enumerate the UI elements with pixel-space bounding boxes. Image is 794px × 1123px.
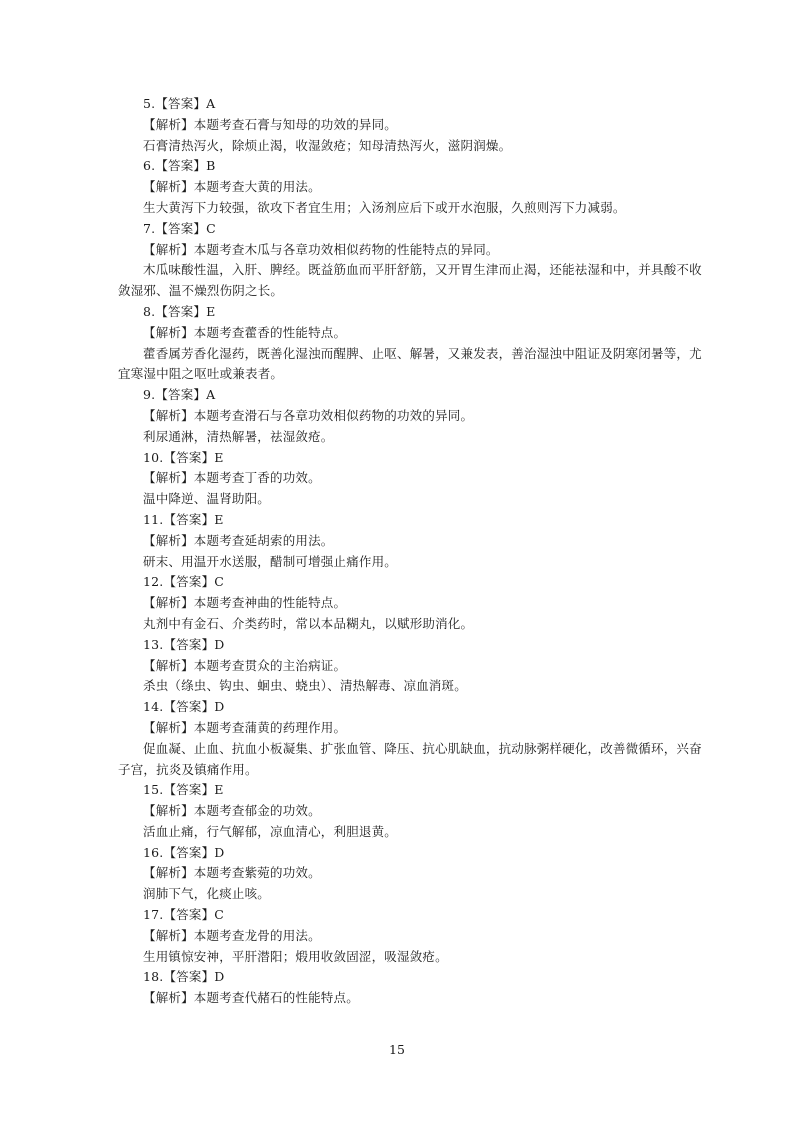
answer-line: 16.【答案】D (143, 844, 225, 860)
answer-line: 13.【答案】D (143, 636, 225, 652)
answer-line: 5.【答案】A (143, 96, 216, 111)
answer-item-9 (143, 385, 663, 447)
answer-item-8 (118, 302, 702, 385)
detail-line-continued: 敛湿邪、温不燥烈伤阴之长。 (118, 283, 284, 299)
answer-line: 14.【答案】D (143, 699, 225, 715)
answer-line: 9.【答案】A (143, 387, 216, 403)
answer-line: 18.【答案】D (143, 969, 225, 985)
answer-line: 7.【答案】C (143, 220, 216, 236)
answer-list (118, 94, 702, 1009)
analysis-line: 【解析】本题考查丁香的功效。 (143, 470, 321, 486)
detail-line: 温中降逆、温肾助阳。 (143, 491, 271, 507)
page-number: 15 (389, 1042, 405, 1057)
answer-item-5 (143, 94, 663, 156)
answer-line: 17.【答案】C (143, 907, 225, 923)
answer-item-14 (118, 697, 702, 780)
analysis-line: 【解析】本题考查藿香的性能特点。 (143, 324, 347, 340)
answer-item-6 (143, 156, 663, 218)
analysis-line: 【解析】本题考查大黄的用法。 (143, 179, 321, 195)
detail-line-continued: 宜寒湿中阻之呕吐或兼表者。 (118, 366, 284, 382)
answer-line: 6.【答案】B (143, 158, 216, 174)
analysis-line: 【解析】本题考查延胡索的用法。 (143, 532, 334, 548)
detail-line: 木瓜味酸性温，入肝、脾经。既益筋血而平肝舒筋，又开胃生津而止渴，还能祛湿和中，并具酸不收 (143, 262, 702, 278)
analysis-line: 【解析】本题考查滑石与各章功效相似药物的功效的异同。 (143, 407, 474, 423)
answer-line: 12.【答案】C (143, 574, 225, 590)
detail-line: 促血凝、止血、抗血小板凝集、扩张血管、降压、抗心肌缺血，抗动脉粥样硬化，改善微循环，兴奋 (143, 740, 702, 756)
detail-line: 丸剂中有金石、介类药时，常以本品糊丸，以赋形助消化。 (143, 615, 474, 631)
analysis-line: 【解析】本题考查龙骨的用法。 (143, 927, 321, 943)
answer-item-15 (143, 780, 663, 842)
answer-item-10 (143, 448, 663, 510)
detail-line: 研末、用温开水送服，醋制可增强止痛作用。 (143, 553, 398, 569)
answer-item-17 (143, 905, 663, 967)
detail-line: 生用镇惊安神，平肝潜阳；煅用收敛固涩，吸湿敛疮。 (143, 948, 448, 964)
analysis-line: 【解析】本题考查郁金的功效。 (143, 803, 321, 819)
answer-item-18 (143, 967, 663, 1009)
analysis-line: 【解析】本题考查贯众的主治病证。 (143, 657, 347, 673)
answer-line: 10.【答案】E (143, 449, 224, 465)
analysis-line: 【解析】本题考查神曲的性能特点。 (143, 595, 347, 611)
answer-line: 11.【答案】E (143, 511, 224, 527)
detail-line: 活血止痛，行气解郁，凉血清心，利胆退黄。 (143, 823, 398, 839)
analysis-line: 【解析】本题考查代赭石的性能特点。 (143, 990, 359, 1006)
answer-item-16 (143, 843, 663, 905)
detail-line: 杀虫（绦虫、钩虫、蛔虫、蛲虫）、清热解毒、凉血消斑。 (143, 678, 467, 694)
answer-item-12 (143, 572, 663, 634)
analysis-line: 【解析】本题考查蒲黄的药理作用。 (143, 719, 347, 735)
detail-line: 利尿通淋，清热解暑，祛湿敛疮。 (143, 428, 334, 444)
answer-line: 8.【答案】E (143, 303, 216, 319)
detail-line-continued: 子宫，抗炎及镇痛作用。 (118, 761, 258, 777)
answer-item-13 (143, 635, 663, 697)
detail-line: 润肺下气，化痰止咳。 (143, 886, 271, 902)
detail-line: 石膏清热泻火，除烦止渴，收湿敛疮；知母清热泻火，滋阴润燥。 (143, 137, 512, 153)
analysis-line: 【解析】本题考查石膏与知母的功效的异同。 (143, 116, 398, 132)
answer-item-7 (118, 219, 702, 302)
answer-line: 15.【答案】E (143, 782, 224, 798)
detail-line: 藿香属芳香化湿药，既善化湿浊而醒脾、止呕、解暑，又兼发表，善治湿浊中阻证及阴寒闭暑等，尤 (143, 345, 702, 361)
answer-item-11 (143, 510, 663, 572)
analysis-line: 【解析】本题考查紫菀的功效。 (143, 865, 321, 881)
detail-line: 生大黄泻下力较强，欲攻下者宜生用；入汤剂应后下或开水泡服，久煎则泻下力减弱。 (143, 199, 626, 215)
analysis-line: 【解析】本题考查木瓜与各章功效相似药物的性能特点的异同。 (143, 241, 499, 257)
